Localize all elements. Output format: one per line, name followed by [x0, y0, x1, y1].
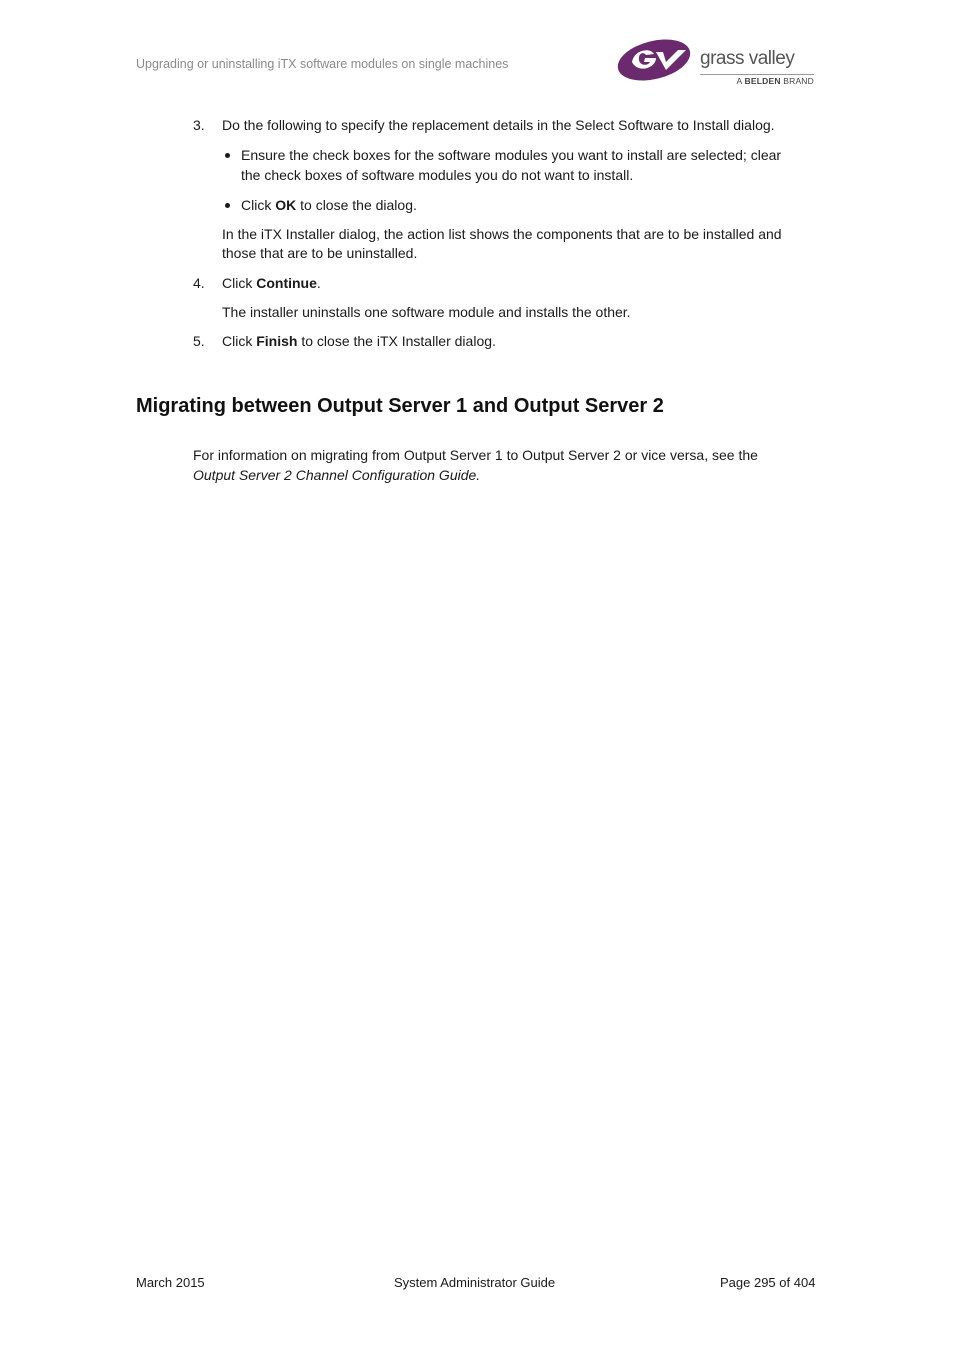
step-number: 5.	[193, 333, 205, 349]
bullet-text-line: Ensure the check boxes for the software modules you want to install are selected; clear	[241, 147, 782, 163]
footer-date: March 2015	[136, 1275, 205, 1290]
note-line: those that are to be uninstalled.	[222, 245, 418, 261]
bullet-text: Click OK to close the dialog.	[241, 197, 417, 213]
running-header: Upgrading or uninstalling iTX software modules on single machines	[136, 57, 509, 71]
step-text: Click Finish to close the iTX Installer dialog.	[222, 333, 496, 349]
bullet-icon	[225, 153, 230, 158]
section-heading: Migrating between Output Server 1 and Output Server 2	[136, 395, 664, 417]
logo-tagline: A BELDEN BRAND	[736, 76, 814, 86]
grass-valley-logo	[616, 38, 816, 90]
footer-page-number: Page 295 of 404	[720, 1275, 816, 1290]
logo-wordmark: grass valley	[700, 48, 795, 69]
step-text: Do the following to specify the replacement details in the Select Software to Install dialog.	[222, 117, 775, 133]
note-line: In the iTX Installer dialog, the action list shows the components that are to be installed and	[222, 226, 782, 242]
step-number: 4.	[193, 275, 205, 291]
step-number: 3.	[193, 117, 205, 133]
bullet-text-line: the check boxes of software modules you do not want to install.	[241, 167, 634, 183]
step-text: Click Continue.	[222, 275, 321, 291]
logo-divider	[700, 74, 814, 75]
logo-swoosh-icon	[616, 38, 698, 84]
bullet-icon	[225, 203, 230, 208]
footer-guide-title: System Administrator Guide	[394, 1275, 556, 1290]
guide-reference: Output Server 2 Channel Configuration Guide.	[193, 467, 481, 483]
section-paragraph-line: For information on migrating from Output Server 1 to Output Server 2 or vice versa, see the	[193, 447, 758, 463]
note-line: The installer uninstalls one software module and installs the other.	[222, 304, 631, 320]
